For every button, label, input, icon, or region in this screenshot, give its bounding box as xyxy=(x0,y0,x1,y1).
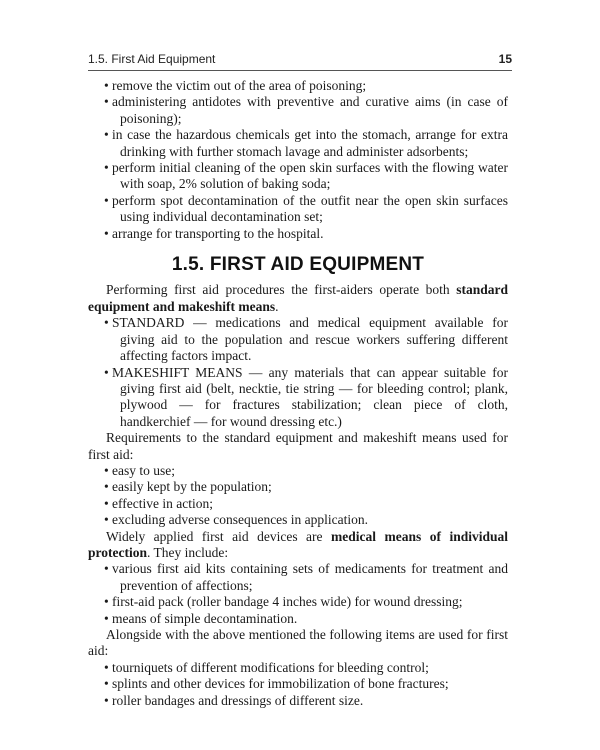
means-list xyxy=(88,315,508,430)
list-item: • MAKESHIFT MEANS — any materials that can appear suitable for giving first aid (belt, necktie, tie string — for bleeding control; plank, plywood — for fractures stabilization; clean piece of cloth, handkerchief — for wound dressing etc.) xyxy=(104,364,508,429)
list-item: • various first aid kits containing sets of medicaments for treatment and prevention of affections; xyxy=(104,561,508,593)
list-item: • perform initial cleaning of the open skin surfaces with the flowing water with soap, 2% solution of baking soda; xyxy=(104,160,508,192)
list-item: • roller bandages and dressings of different size. xyxy=(104,692,364,708)
devices-bold-term: medical means of individual protection xyxy=(88,528,508,560)
devices-list xyxy=(88,561,508,627)
intro-bold-term: standard equipment and makeshift means xyxy=(88,282,508,314)
requirements-list xyxy=(88,463,508,529)
list-item: • easy to use; xyxy=(104,462,175,478)
alongside-intro: Alongside with the above mentioned the following items are used for first aid: xyxy=(88,627,508,659)
list-item: • arrange for transporting to the hospital. xyxy=(104,225,324,241)
running-header-title: 1.5. First Aid Equipment xyxy=(88,52,216,66)
top-list xyxy=(88,78,508,242)
list-item: • tourniquets of different modifications for bleeding control; xyxy=(104,659,429,675)
devices-paragraph: Widely applied first aid devices are medical means of individual protection. They include: xyxy=(88,528,508,560)
page-number: 15 xyxy=(498,52,512,66)
list-item: • perform spot decontamination of the outfit near the open skin surfaces using individual decontamination set; xyxy=(104,192,508,225)
header-rule xyxy=(88,70,512,71)
requirements-intro: Requirements to the standard equipment and makeshift means used for first aid: xyxy=(88,430,508,462)
list-item: • first-aid pack (roller bandage 4 inches wide) for wound dressing; xyxy=(104,594,463,610)
alongside-list xyxy=(88,660,508,709)
list-item: • administering antidotes with preventive and curative aims (in case of poisoning); xyxy=(104,94,508,126)
intro-paragraph: Performing first aid procedures the first-aiders operate both standard equipment and makeshift means. xyxy=(88,282,508,314)
running-header xyxy=(88,52,512,68)
list-item: • easily kept by the population; xyxy=(104,479,272,495)
list-item: • effective in action; xyxy=(104,495,213,511)
section-heading: 1.5. FIRST AID EQUIPMENT xyxy=(171,254,425,276)
page-body xyxy=(88,78,508,709)
list-item: • splints and other devices for immobilization of bone fractures; xyxy=(104,676,449,692)
list-item: • remove the victim out of the area of poisoning; xyxy=(104,78,367,93)
list-item: • in case the hazardous chemicals get into the stomach, arrange for extra drinking with further stomach lavage and administer adsorbents; xyxy=(104,127,508,159)
list-item: • excluding adverse consequences in application. xyxy=(104,512,369,528)
list-item: • STANDARD — medications and medical equipment available for giving aid to the population and rescue workers suffering different affecting factors impact. xyxy=(104,315,508,364)
list-item: • means of simple decontamination. xyxy=(104,610,298,626)
